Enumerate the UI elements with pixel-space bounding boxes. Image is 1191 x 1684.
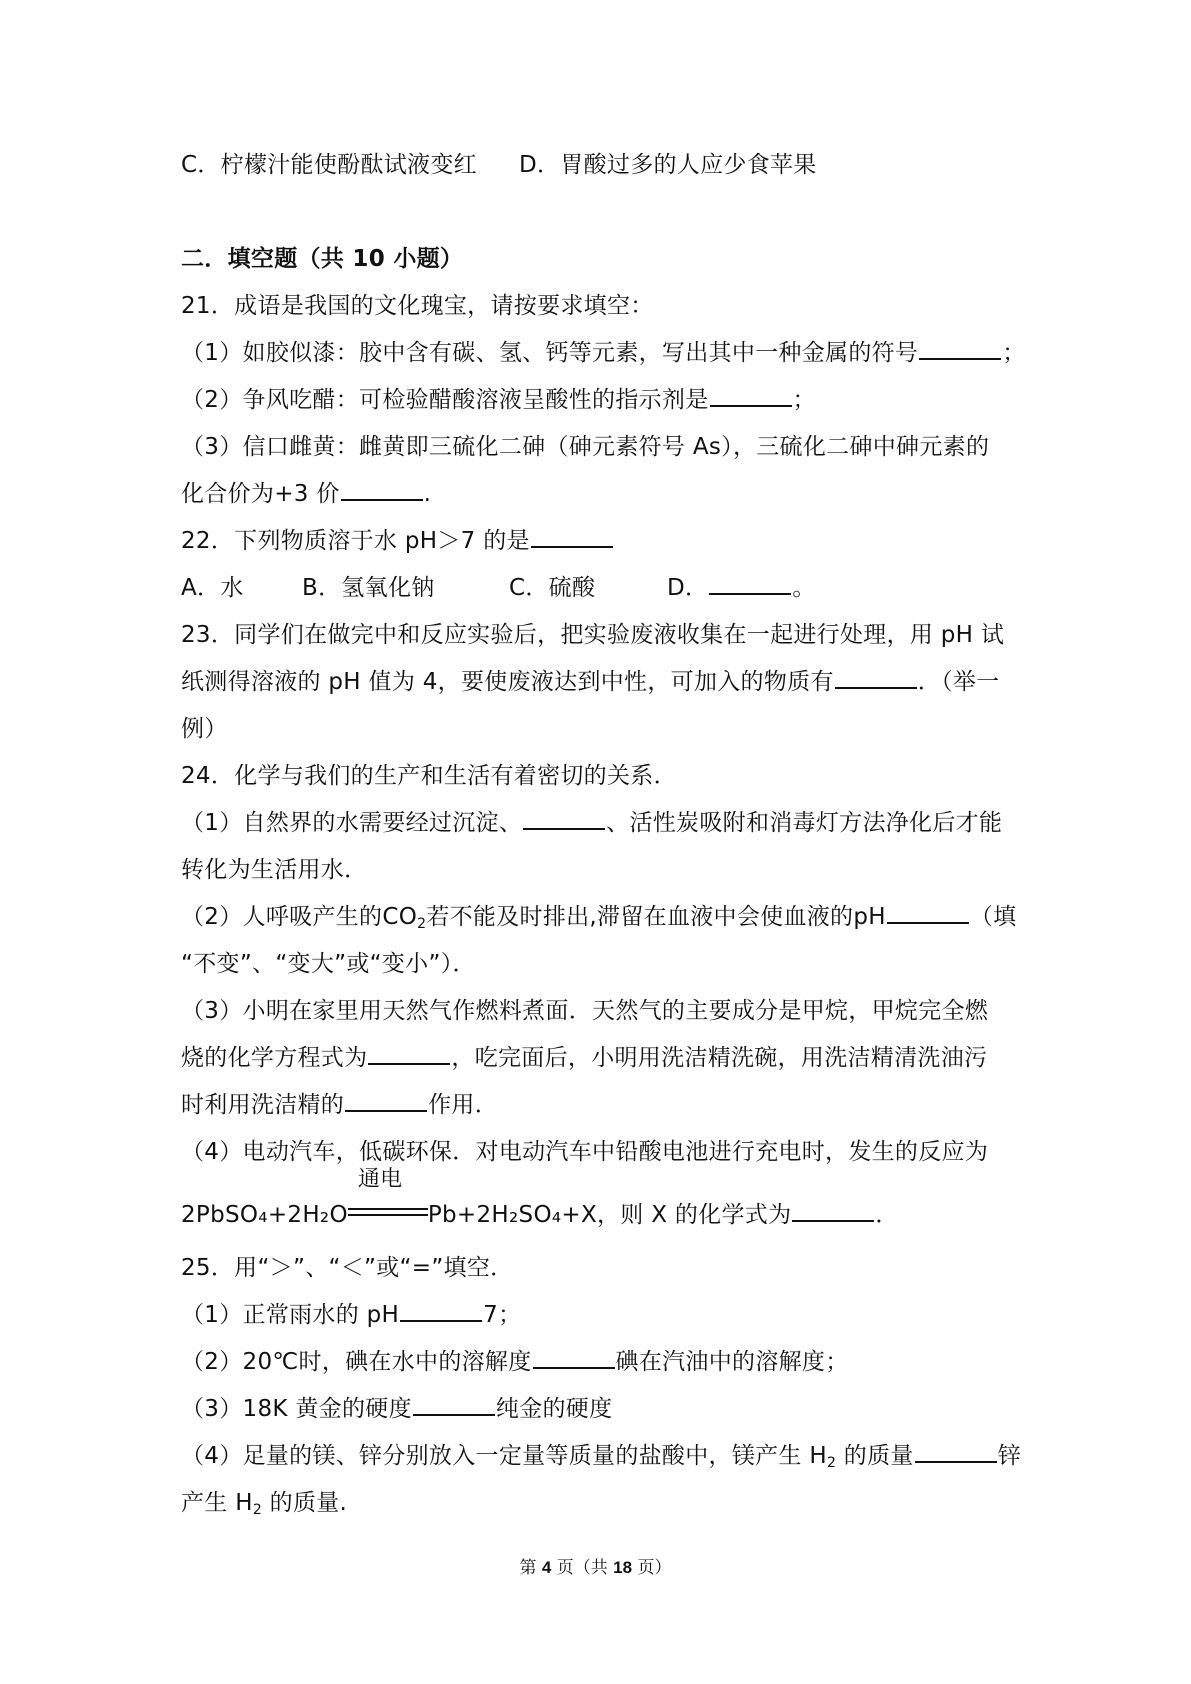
equals-line-top xyxy=(348,1208,428,1210)
option-d xyxy=(519,149,817,181)
q23-line3: 例） xyxy=(181,716,228,742)
q22-option-a: A．水 xyxy=(181,575,244,601)
q22-option-b: B．氢氧化钠 xyxy=(302,575,435,601)
subscript: 2 xyxy=(826,1455,837,1471)
q25-part4b xyxy=(181,1487,347,1526)
q24-part1a xyxy=(181,807,1002,839)
q25-part4b-text: 产生 H xyxy=(181,1490,253,1516)
q24-part2b: “不变”、“变大”或“变小”）． xyxy=(181,951,476,977)
q22-stem-text: 22．下列物质溶于水 pH＞7 的是 xyxy=(181,528,530,554)
page-footer xyxy=(0,1553,1191,1578)
option-c xyxy=(181,149,477,181)
answer-blank[interactable] xyxy=(341,479,423,501)
q25-part2 xyxy=(181,1346,849,1378)
footer-middle: 页（共 xyxy=(551,1558,614,1578)
q24-part1a-text: （1）自然界的水需要经过沉淀、 xyxy=(181,810,523,836)
section-title: 二．填空题（共 10 小题） xyxy=(181,246,464,272)
q25-part2-text: （2）20℃时，碘在水中的溶解度 xyxy=(181,1349,532,1375)
subscript: 2 xyxy=(417,916,427,932)
answer-blank[interactable] xyxy=(531,526,613,548)
q25-part2-end: 碘在汽油中的溶解度； xyxy=(615,1349,849,1375)
q24-part3b-end: ，吃完面后，小明用洗洁精洗碗，用洗洁精清洗油污 xyxy=(451,1045,988,1071)
q23-line2-end: ．（举一 xyxy=(917,669,1000,695)
q24-equation-end: ． xyxy=(875,1202,899,1228)
answer-blank[interactable] xyxy=(835,667,917,689)
q23-line2-text: 纸测得溶液的 pH 值为 4，要使废液达到中性，可加入的物质有 xyxy=(181,669,834,695)
q25-part4a-end: 锌 xyxy=(997,1443,1021,1469)
q21-part3b-end: . xyxy=(423,481,432,507)
equation-products: Pb+2H₂SO₄+X，则 X 的化学式为 xyxy=(427,1202,792,1228)
answer-blank[interactable] xyxy=(533,1347,615,1369)
answer-blank[interactable] xyxy=(915,1441,997,1463)
equation-reactants: 2PbSO₄+2H₂O xyxy=(181,1202,348,1228)
footer-prefix: 第 xyxy=(519,1558,542,1578)
q23-line2 xyxy=(181,666,999,698)
q21-part2 xyxy=(181,384,816,416)
answer-blank[interactable] xyxy=(523,808,605,830)
q22-option-d xyxy=(667,572,816,604)
q25-part4a-text: （4）足量的镁、锌分别放入一定量等质量的盐酸中，镁产生 H xyxy=(181,1443,827,1469)
reaction-condition: 通电 xyxy=(357,1167,403,1192)
footer-suffix: 页） xyxy=(632,1558,672,1578)
q21-part1 xyxy=(181,337,1026,369)
q25-stem: 25．用“＞”、“＜”或“=”填空． xyxy=(181,1255,514,1281)
q24-part3a: （3）小明在家里用天然气作燃料煮面．天然气的主要成分是甲烷，甲烷完全燃 xyxy=(181,998,989,1024)
q22-option-d-text: D． xyxy=(667,575,709,601)
q24-equation xyxy=(181,1167,899,1231)
q24-stem: 24．化学与我们的生产和生活有着密切的关系． xyxy=(181,763,677,789)
answer-blank[interactable] xyxy=(887,902,969,924)
q21-part3a: （3）信口雌黄：雌黄即三硫化二砷（砷元素符号 As），三硫化二砷中砷元素的 xyxy=(181,434,990,460)
q25-part3-end: 纯金的硬度 xyxy=(495,1396,613,1422)
answer-blank[interactable] xyxy=(919,338,1001,360)
q25-part1-text: （1）正常雨水的 pH xyxy=(181,1302,400,1328)
q24-part2a-end: （填 xyxy=(969,904,1017,930)
q25-part1-end: 7； xyxy=(483,1302,522,1328)
answer-blank[interactable] xyxy=(345,1090,427,1112)
subscript: 2 xyxy=(252,1502,263,1518)
q25-part4b-end: 的质量. xyxy=(262,1490,348,1516)
answer-blank[interactable] xyxy=(792,1200,874,1222)
q25-part3-text: （3）18K 黄金的硬度 xyxy=(181,1396,412,1422)
q24-part3b-text: 烧的化学方程式为 xyxy=(181,1045,368,1071)
answer-blank[interactable] xyxy=(709,573,791,595)
answer-blank[interactable] xyxy=(400,1300,482,1322)
q21-part2-text: （2）争风吃醋：可检验醋酸溶液呈酸性的指示剂是 xyxy=(181,387,709,413)
q21-stem: 21．成语是我国的文化瑰宝，请按要求填空： xyxy=(181,293,654,319)
q24-part1a-end: 、活性炭吸附和消毒灯方法净化后才能 xyxy=(606,810,1003,836)
q24-part4a: （4）电动汽车，低碳环保．对电动汽车中铅酸电池进行充电时，发生的反应为 xyxy=(181,1139,989,1165)
q24-part1b: 转化为生活用水． xyxy=(181,857,368,883)
q21-part2-end: ； xyxy=(792,387,816,413)
q24-part2a xyxy=(181,901,1016,940)
answer-blank[interactable] xyxy=(368,1043,450,1065)
q22-option-d-end: 。 xyxy=(792,575,816,601)
page-number: 4 xyxy=(541,1558,552,1577)
reaction-arrow xyxy=(348,1167,428,1222)
option-d-text: D．胃酸过多的人应少食苹果 xyxy=(519,152,817,178)
q24-part3b xyxy=(181,1042,987,1074)
q21-part3b xyxy=(181,478,431,510)
q21-part1-text: （1）如胶似漆：胶中含有碳、氢、钙等元素，写出其中一种金属的符号 xyxy=(181,340,919,366)
q23-line1: 23．同学们在做完中和反应实验后，把实验废液收集在一起进行处理，用 pH 试 xyxy=(181,622,1005,648)
q24-part3c-end: 作用． xyxy=(428,1092,499,1118)
q24-part3c-text: 时利用洗洁精的 xyxy=(181,1092,345,1118)
page-total: 18 xyxy=(613,1558,633,1577)
q21-part1-end: ； xyxy=(1002,340,1026,366)
q24-part2a-text: （2）人呼吸产生的CO xyxy=(181,904,418,930)
q22-stem xyxy=(181,525,614,557)
q25-part4a xyxy=(181,1440,1021,1479)
q24-part2a-mid: 若不能及时排出,滞留在血液中会使血液的pH xyxy=(426,904,886,930)
answer-blank[interactable] xyxy=(710,385,792,407)
q25-part3 xyxy=(181,1393,612,1425)
equals-line-bottom xyxy=(348,1214,428,1216)
q21-part3b-text: 化合价为+3 价 xyxy=(181,481,340,507)
q24-part3c xyxy=(181,1089,498,1121)
answer-blank[interactable] xyxy=(413,1394,495,1416)
option-c-text: C．柠檬汁能使酚酞试液变红 xyxy=(181,152,477,178)
q25-part1 xyxy=(181,1299,521,1331)
q25-part4a-mid: 的质量 xyxy=(836,1443,914,1469)
q22-option-c: C．硫酸 xyxy=(509,575,596,601)
